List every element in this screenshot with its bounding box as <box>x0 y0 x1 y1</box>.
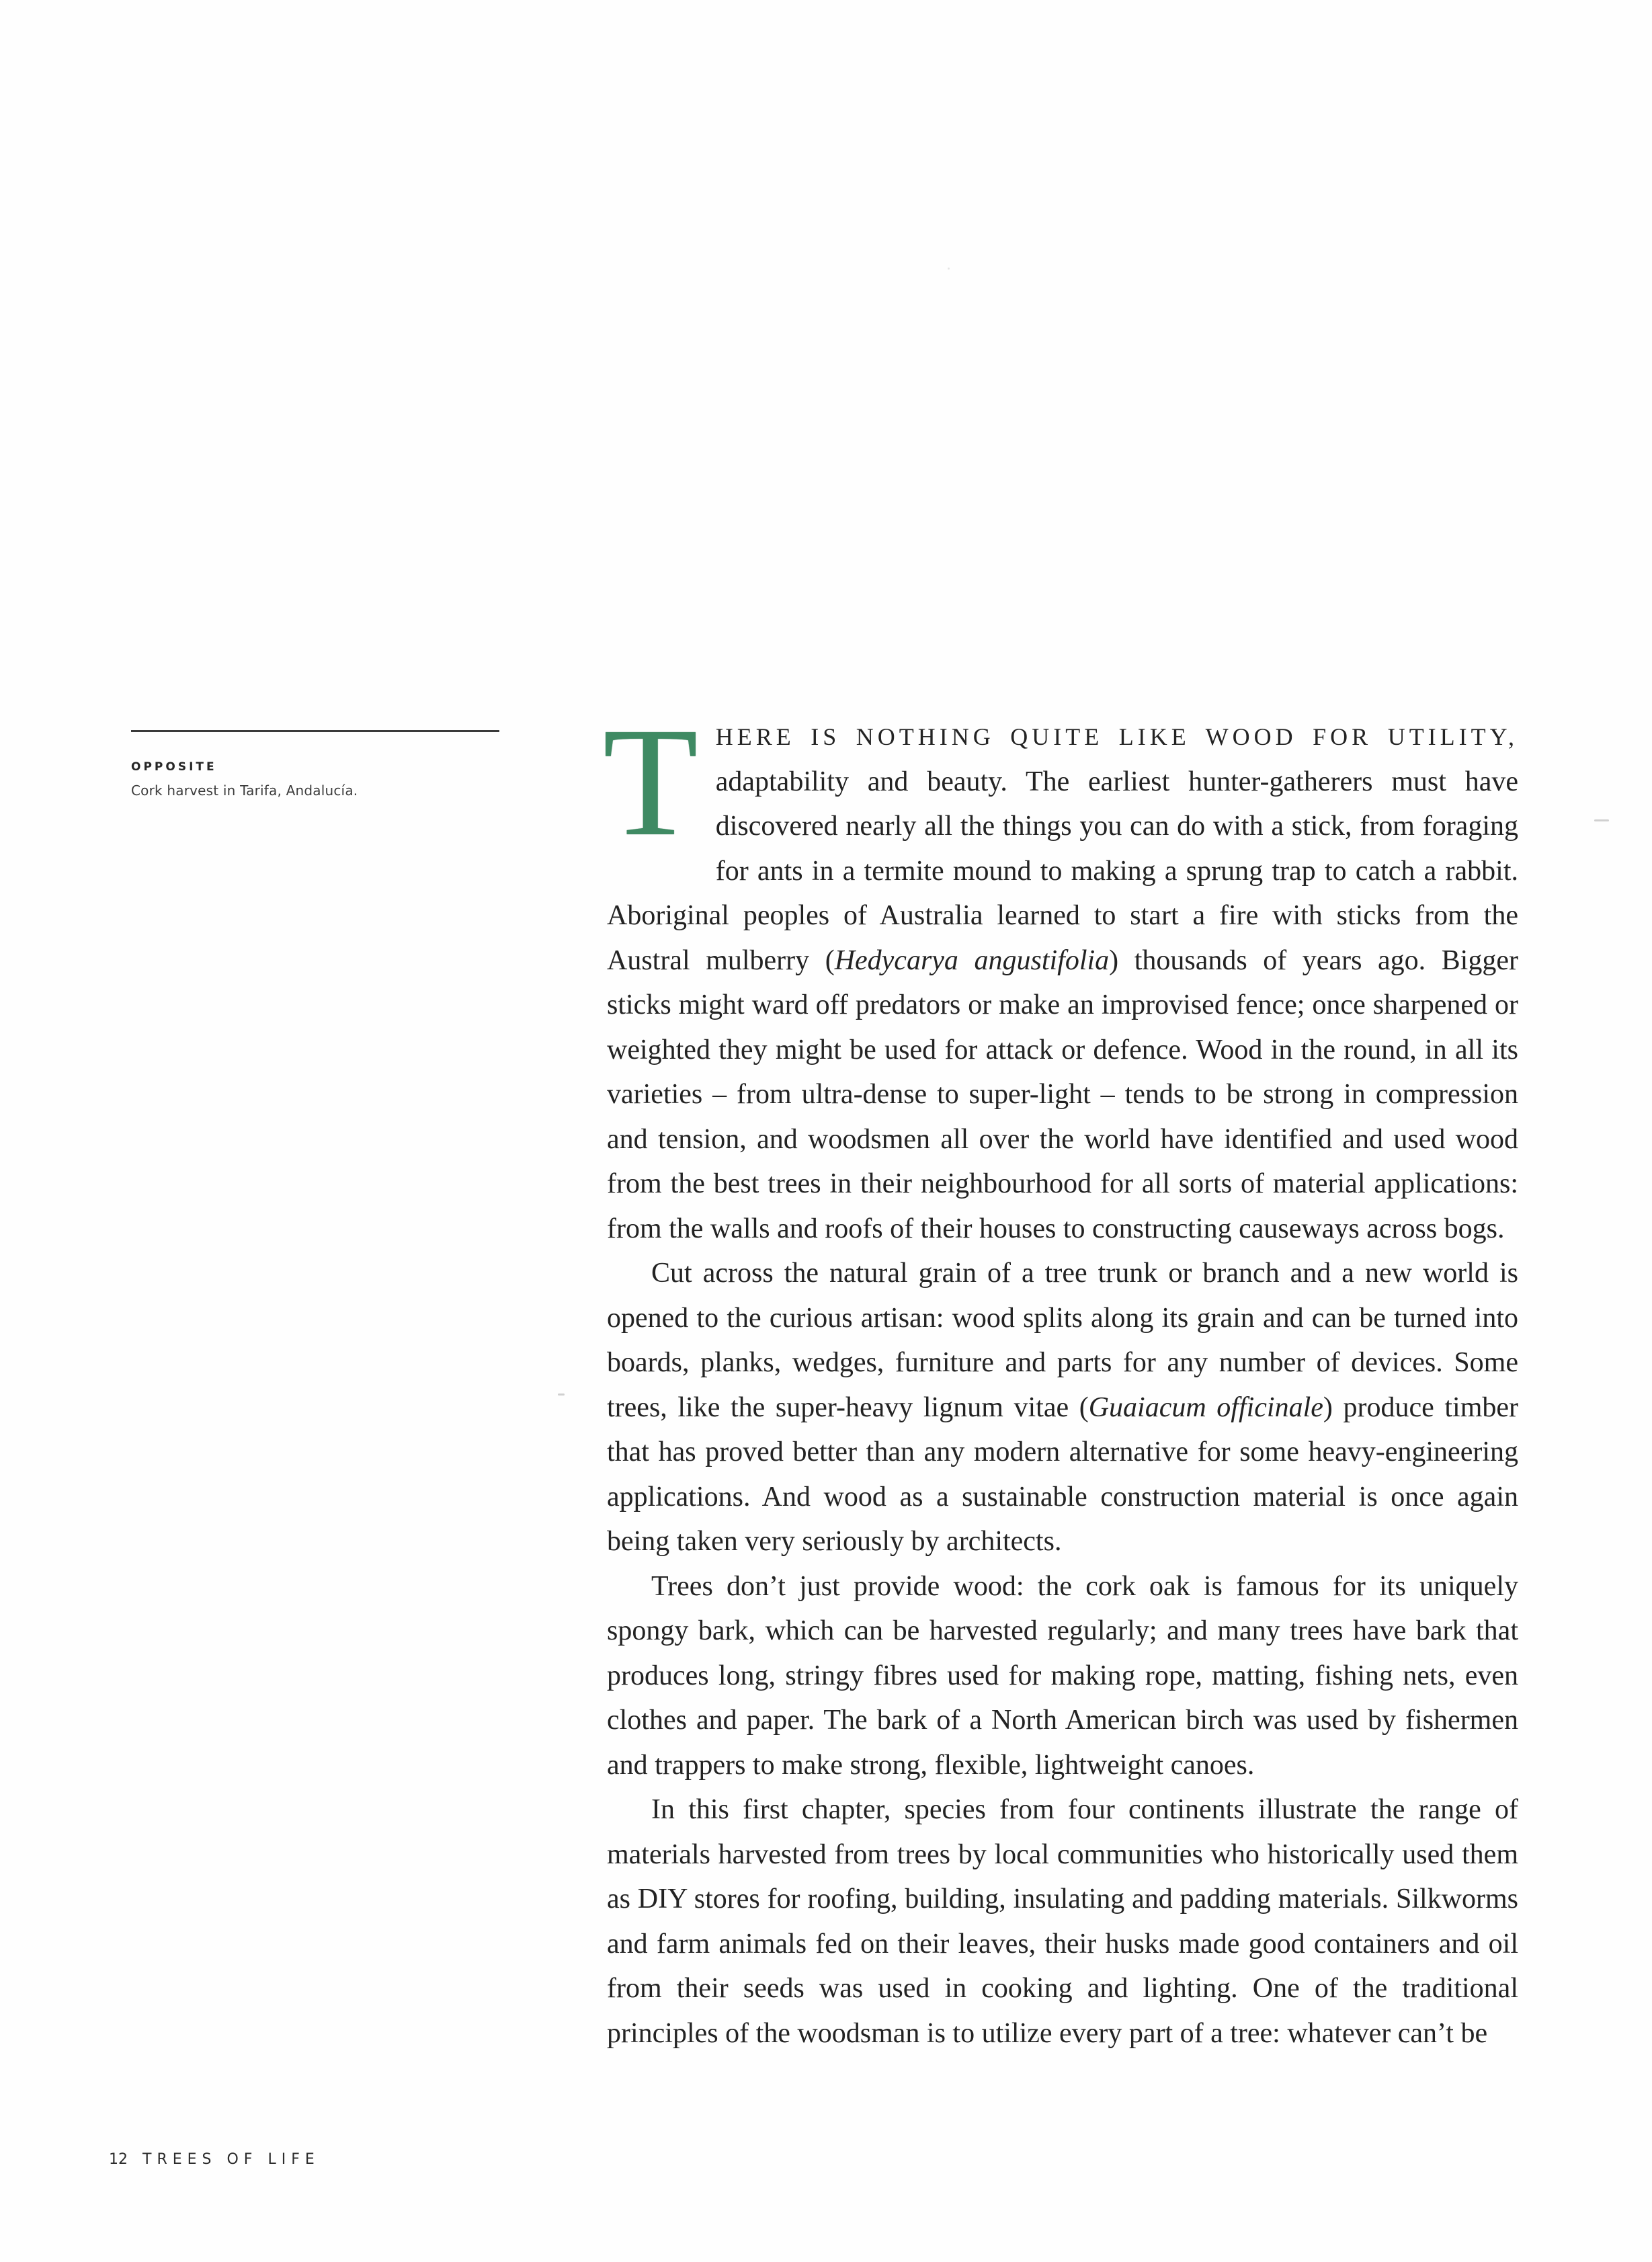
running-title: TREES OF LIFE <box>142 2151 320 2168</box>
paragraph-1-text-a: adaptability and beauty. The earliest hunter-gatherers must have discovered nearly all the things you can do with a stick, from foraging for ants in a termite mound to making a sprung trap to catch a rabbit. Aboriginal peoples of Australia learned to start a fire with sticks from the Austral mulberry ( <box>607 766 1518 976</box>
paragraph-2-text-a: Cut across the natural grain of a tree trunk or branch and a new world is opened to the curious artisan: wood splits along its grain and can be turned into boards, planks, wedges, furniture and parts for any number of devices. Some trees, like the super-heavy lignum vitae ( <box>607 1258 1518 1423</box>
paragraph-4: In this first chapter, species from four continents illustrate the range of materials harvested from trees by local communities who historically used them as DIY stores for roofing, building, insulating and padding materials. Silkworms and farm animals fed on their leaves, their husks made good containers and oil from their seeds was used in cooking and lighting. One of the traditional principles of the woodsman is to utilize every part of a tree: whatever can’t be <box>607 1794 1518 2049</box>
paragraph-1-text-b: ) thousands of years ago. Bigger sticks might ward off predators or make an improvised fence; once sharpened or weighted they might be used for attack or defence. Wood in the round, in all its varieties – from ultra-dense to super-light – tends to be strong in compression and tension, and woodsmen all over the world have identified and used wood from the best trees in their neighbourhood for all sorts of material applications: from the walls and roofs of their houses to constructing causeways across bogs. <box>607 944 1518 1244</box>
paragraph-1 <box>603 696 1518 1251</box>
scan-artifact <box>948 268 950 270</box>
caption-text: Cork harvest in Tarifa, Andalucía. <box>131 782 358 799</box>
drop-cap: T <box>603 696 698 869</box>
caption-divider <box>131 730 499 732</box>
body-text-column <box>603 696 1518 2056</box>
page-footer <box>109 2151 320 2168</box>
lead-in-small-caps: HERE IS NOTHING QUITE LIKE WOOD FOR UTILITY, <box>715 723 1518 750</box>
species-name-hedycarya: Hedycarya angustifolia <box>834 944 1110 976</box>
species-name-guaiacum: Guaiacum officinale <box>1088 1391 1323 1423</box>
paragraph-2-text-b: ) produce timber that has proved better than any modern alternative for some heavy-engineering applications. And wood as a sustainable construction material is once again being taken very seriously by architects. <box>607 1391 1518 1557</box>
scan-artifact <box>1594 819 1609 821</box>
page-number: 12 <box>109 2151 128 2168</box>
paragraph-2 <box>607 1251 1518 1564</box>
photo-caption <box>131 730 499 801</box>
paragraph-3: Trees don’t just provide wood: the cork oak is famous for its uniquely spongy bark, which can be harvested regularly; and many trees have bark that produces long, stringy fibres used for making rope, matting, fishing nets, even clothes and paper. The bark of a North American birch was used by fishermen and trappers to make strong, flexible, lightweight canoes. <box>607 1570 1518 1781</box>
scan-artifact <box>558 1393 565 1396</box>
caption-label: OPPOSITE <box>131 760 217 774</box>
